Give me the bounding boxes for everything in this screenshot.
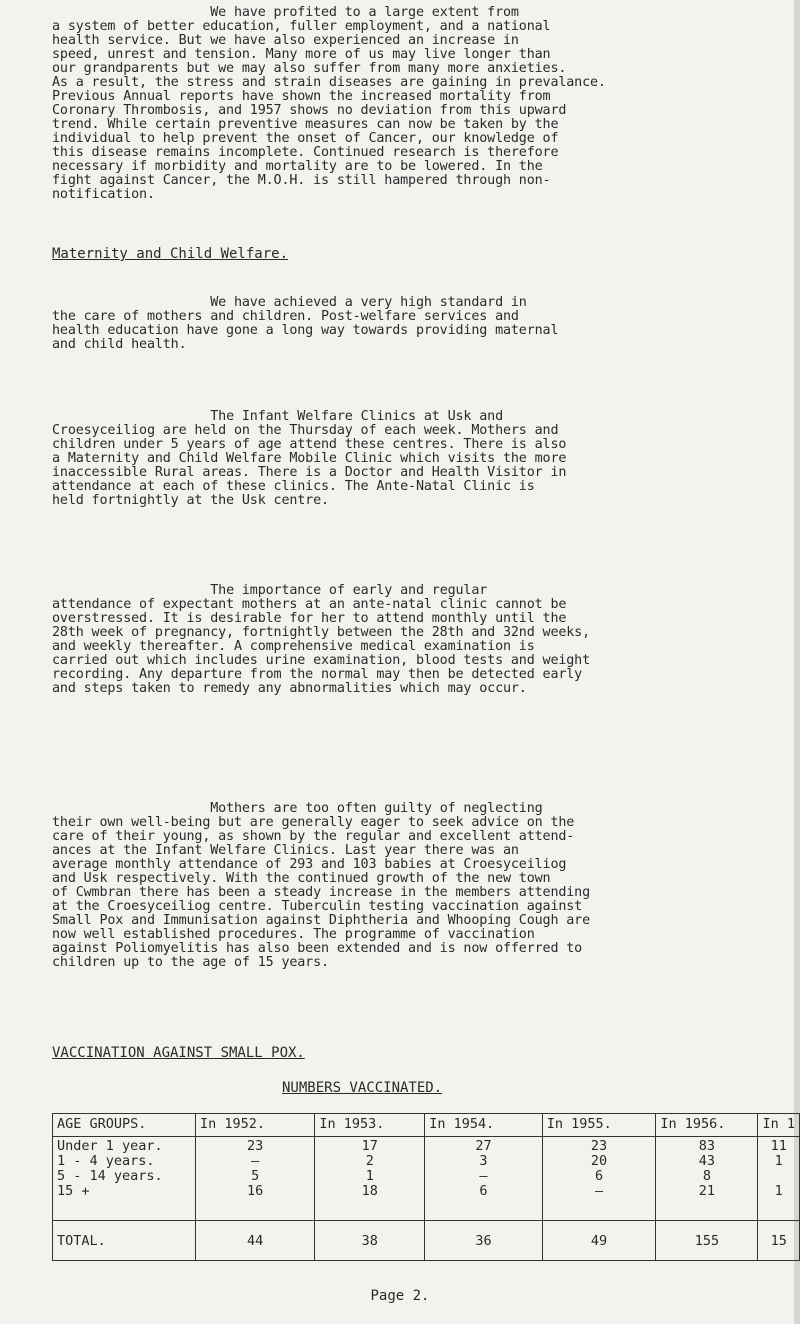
value: 16	[247, 1183, 264, 1199]
page-number: Page 2.	[370, 1288, 430, 1304]
importance-paragraph: The importance of early and regular attendance of expectant mothers at an ante-natal clinic cannot be overstressed. It is desirable for her to attend monthly until the 28th week of pregnancy, fortnightly between the 28th and 32nd weeks, and weekly thereafter. A comprehensive medical examination is carried out which includes urine examination, blood tests and weight recording. Any departure from the normal may then be detected early and steps taken to remedy any abnormalities which may occur.	[52, 583, 591, 696]
intro-paragraph: We have profited to a large extent from a system of better education, fuller employment, and a national health service. But we have also experienced an increase in speed, unrest and tension. Many more of us may live longer than our grandparents but we may also suffer from many more anxieties. As a result, the stress and strain diseases are gaining in prevalance. Previous Annual reports have shown the increased mortality from Coronary Thrombosis, and 1957 shows no deviation from this upward trend. While certain preventive measures can now be taken by the individual to help prevent the onset of Cancer, our knowledge of this disease remains incomplete. Continued research is therefore necessary if morbidity and mortality are to be lowered. In the fight against Cancer, the M.O.H. is still hampered through non- notification.	[52, 5, 606, 202]
value: 20	[590, 1153, 608, 1169]
value: –	[479, 1168, 488, 1184]
table-total-row	[53, 1221, 800, 1261]
value: 11	[770, 1138, 787, 1154]
total-1955: 49	[542, 1221, 656, 1261]
mothers-paragraph: Mothers are too often guilty of neglecting their own well-being but are generally eager to seek advice on the care of their young, as shown by the regular and excellent attend- ances at the Infant Welfare Clinics. Last year there was an average monthly attendance of 293 and 103 babies at Croesyceiliog and Usk respectively. With the continued growth of the new town of Cwmbran there has been a steady increase in the members attending at the Croesyceiliog centre. Tuberculin testing vaccination against Small Pox and Immunisation against Diphtheria and Whooping Cough are now well established procedures. The programme of vaccination against Poliomyelitis has also been extended and is now offerred to children up to the age of 15 years.	[52, 801, 591, 970]
value: 1	[774, 1153, 783, 1169]
age-15-plus: 15 +	[57, 1183, 90, 1199]
value: 3	[479, 1153, 488, 1169]
table-header-row	[53, 1114, 800, 1137]
age-under-1: Under 1 year.	[57, 1138, 163, 1154]
value: 1	[774, 1183, 783, 1199]
value: 6	[594, 1168, 604, 1184]
total-label: TOTAL.	[53, 1221, 196, 1261]
table-data-row	[53, 1137, 800, 1221]
value: 8	[702, 1168, 711, 1184]
value: 21	[698, 1183, 716, 1199]
value: 27	[475, 1138, 492, 1154]
header-1954: In 1954.	[425, 1114, 543, 1137]
value: 17	[361, 1138, 378, 1154]
value: 23	[590, 1138, 608, 1154]
value: 23	[247, 1138, 264, 1154]
col-1953-cell	[315, 1137, 425, 1221]
age-5-14: 5 - 14 years.	[57, 1168, 163, 1184]
col-1952-cell	[195, 1137, 314, 1221]
value: 18	[361, 1183, 378, 1199]
header-1957-truncated: In 1	[758, 1114, 800, 1137]
vaccination-table	[52, 1113, 800, 1261]
total-1954: 36	[425, 1221, 543, 1261]
value: 6	[479, 1183, 488, 1199]
col-1955-cell	[542, 1137, 656, 1221]
vaccination-table-wrapper	[52, 1113, 800, 1261]
header-1955: In 1955.	[542, 1114, 656, 1137]
value: 83	[698, 1138, 716, 1154]
maternity-paragraph: We have achieved a very high standard in the care of mothers and children. Post-welfare services and health education have gone a long way towards providing maternal and child health.	[52, 295, 559, 352]
col-1956-cell	[656, 1137, 758, 1221]
col-1954-cell	[425, 1137, 543, 1221]
value	[762, 1169, 795, 1184]
value: –	[594, 1183, 604, 1199]
header-1953: In 1953.	[315, 1114, 425, 1137]
value: 1	[365, 1168, 374, 1184]
total-1953: 38	[315, 1221, 425, 1261]
maternity-heading: Maternity and Child Welfare.	[52, 246, 289, 262]
clinics-paragraph: The Infant Welfare Clinics at Usk and Croesyceiliog are held on the Thursday of each week. Mothers and children under 5 years of age attend these centres. There is also a Maternity and Child Welfare Mobile Clinic which visits the more inaccessible Rural areas. There is a Doctor and Health Visitor in attendance at each of these clinics. The Ante-Natal Clinic is held fortnightly at the Usk centre.	[52, 409, 567, 508]
header-1952: In 1952.	[195, 1114, 314, 1137]
numbers-vaccinated-heading: NUMBERS VACCINATED.	[282, 1080, 443, 1096]
header-age-groups: AGE GROUPS.	[53, 1114, 196, 1137]
col-1957-cell	[758, 1137, 800, 1221]
value: 43	[698, 1153, 716, 1169]
header-1956: In 1956.	[656, 1114, 758, 1137]
age-1-4: 1 - 4 years.	[57, 1153, 155, 1169]
total-1952: 44	[195, 1221, 314, 1261]
total-1956: 155	[656, 1221, 758, 1261]
value: –	[251, 1153, 260, 1169]
value: 5	[251, 1168, 260, 1184]
total-1957: 15	[758, 1221, 800, 1261]
vaccination-heading: VACCINATION AGAINST SMALL POX.	[52, 1045, 305, 1061]
value: 2	[365, 1153, 374, 1169]
age-group-cell	[53, 1137, 196, 1221]
